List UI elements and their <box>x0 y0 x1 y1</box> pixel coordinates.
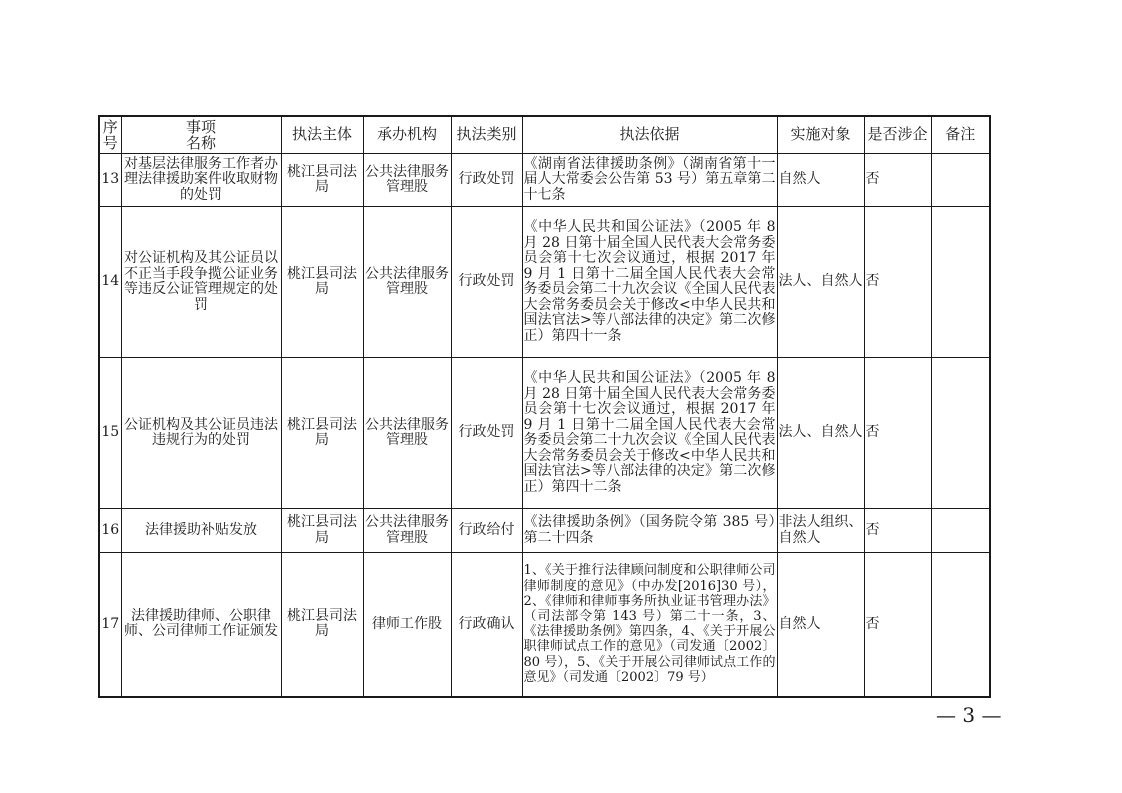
header-agency: 承办机构 <box>363 116 451 154</box>
header-remark: 备注 <box>931 116 990 154</box>
row-agency: 公共法律服务管理股 <box>363 509 451 553</box>
row-subject: 桃江县司法局 <box>281 154 363 207</box>
row-item-name: 法律援助补贴发放 <box>121 509 281 553</box>
row-seq: 15 <box>99 358 121 509</box>
row-enterprise: 否 <box>864 553 931 697</box>
row-seq: 13 <box>99 154 121 207</box>
table-row <box>99 553 990 697</box>
header-item-name-line2: 名称 <box>185 134 216 152</box>
table-row <box>99 358 990 509</box>
row-subject: 桃江县司法局 <box>281 509 363 553</box>
row-agency: 公共法律服务管理股 <box>363 207 451 358</box>
header-category: 执法类别 <box>451 116 522 154</box>
table-row <box>99 207 990 358</box>
row-enterprise: 否 <box>864 207 931 358</box>
row-agency: 律师工作股 <box>363 553 451 697</box>
row-agency: 公共法律服务管理股 <box>363 358 451 509</box>
row-remark <box>931 553 990 697</box>
row-category: 行政给付 <box>451 509 522 553</box>
page-number: — 3 — <box>936 703 1002 727</box>
table-row <box>99 509 990 553</box>
table-row <box>99 154 990 207</box>
row-remark <box>931 154 990 207</box>
row-remark <box>931 358 990 509</box>
row-item-name: 对公证机构及其公证员以不正当手段争揽公证业务等违反公证管理规定的处罚 <box>121 207 281 358</box>
header-item-name <box>121 116 281 154</box>
row-basis: 《湖南省法律援助条例》（湖南省第十一届人大常委会公告第 53 号）第五章第二十七条 <box>522 154 777 207</box>
row-enterprise: 否 <box>864 358 931 509</box>
header-seq: 序号 <box>99 116 121 154</box>
header-subject: 执法主体 <box>281 116 363 154</box>
table-header-row <box>99 116 990 154</box>
row-subject: 桃江县司法局 <box>281 358 363 509</box>
row-item-name: 法律援助律师、公职律师、公司律师工作证颁发 <box>121 553 281 697</box>
row-target: 自然人 <box>777 154 864 207</box>
row-target: 法人、自然人 <box>777 358 864 509</box>
row-category: 行政处罚 <box>451 207 522 358</box>
row-target: 非法人组织、自然人 <box>777 509 864 553</box>
row-basis: 《法律援助条例》（国务院令第 385 号）第二十四条 <box>522 509 777 553</box>
header-target: 实施对象 <box>777 116 864 154</box>
row-agency: 公共法律服务管理股 <box>363 154 451 207</box>
row-category: 行政处罚 <box>451 358 522 509</box>
header-item-name-line1: 事项 <box>185 118 216 136</box>
row-seq: 14 <box>99 207 121 358</box>
row-basis: 《中华人民共和国公证法》（2005 年 8 月 28 日第十届全国人民代表大会常务委员会第十七次会议通过，根据 2017 年 9 月 1 日第十二届全国人民代表大会常务委员会第二十九次会议《全国人民代表大会常务委员会关于修改<中华人民共和国法官法>等八部法律的决定》第二次修正）第四十二条 <box>522 358 777 509</box>
header-basis: 执法依据 <box>522 116 777 154</box>
row-basis: 1、《关于推行法律顾问制度和公职律师公司律师制度的意见》（中办发[2016]30 号），2、《律师和律师事务所执业证书管理办法》（司法部令第 143 号）第二十一条，3、《法律援助条例》第四条，4、《关于开展公职律师试点工作的意见》（司发通〔2002〕80 号），5、《关于开展公司律师试点工作的意见》（司发通〔2002〕79 号） <box>522 553 777 697</box>
row-remark <box>931 509 990 553</box>
row-category: 行政处罚 <box>451 154 522 207</box>
row-enterprise: 否 <box>864 154 931 207</box>
enforcement-items-table <box>98 115 991 698</box>
row-item-name: 公证机构及其公证员违法违规行为的处罚 <box>121 358 281 509</box>
row-target: 法人、自然人 <box>777 207 864 358</box>
row-enterprise: 否 <box>864 509 931 553</box>
row-subject: 桃江县司法局 <box>281 553 363 697</box>
header-enterprise: 是否涉企 <box>864 116 931 154</box>
row-target: 自然人 <box>777 553 864 697</box>
row-remark <box>931 207 990 358</box>
row-basis: 《中华人民共和国公证法》（2005 年 8 月 28 日第十届全国人民代表大会常务委员会第十七次会议通过，根据 2017 年 9 月 1 日第十二届全国人民代表大会常务委员会第二十九次会议《全国人民代表大会常务委员会关于修改<中华人民共和国法官法>等八部法律的决定》第二次修正）第四十一条 <box>522 207 777 358</box>
row-seq: 16 <box>99 509 121 553</box>
row-subject: 桃江县司法局 <box>281 207 363 358</box>
row-seq: 17 <box>99 553 121 697</box>
row-item-name: 对基层法律服务工作者办理法律援助案件收取财物的处罚 <box>121 154 281 207</box>
row-category: 行政确认 <box>451 553 522 697</box>
